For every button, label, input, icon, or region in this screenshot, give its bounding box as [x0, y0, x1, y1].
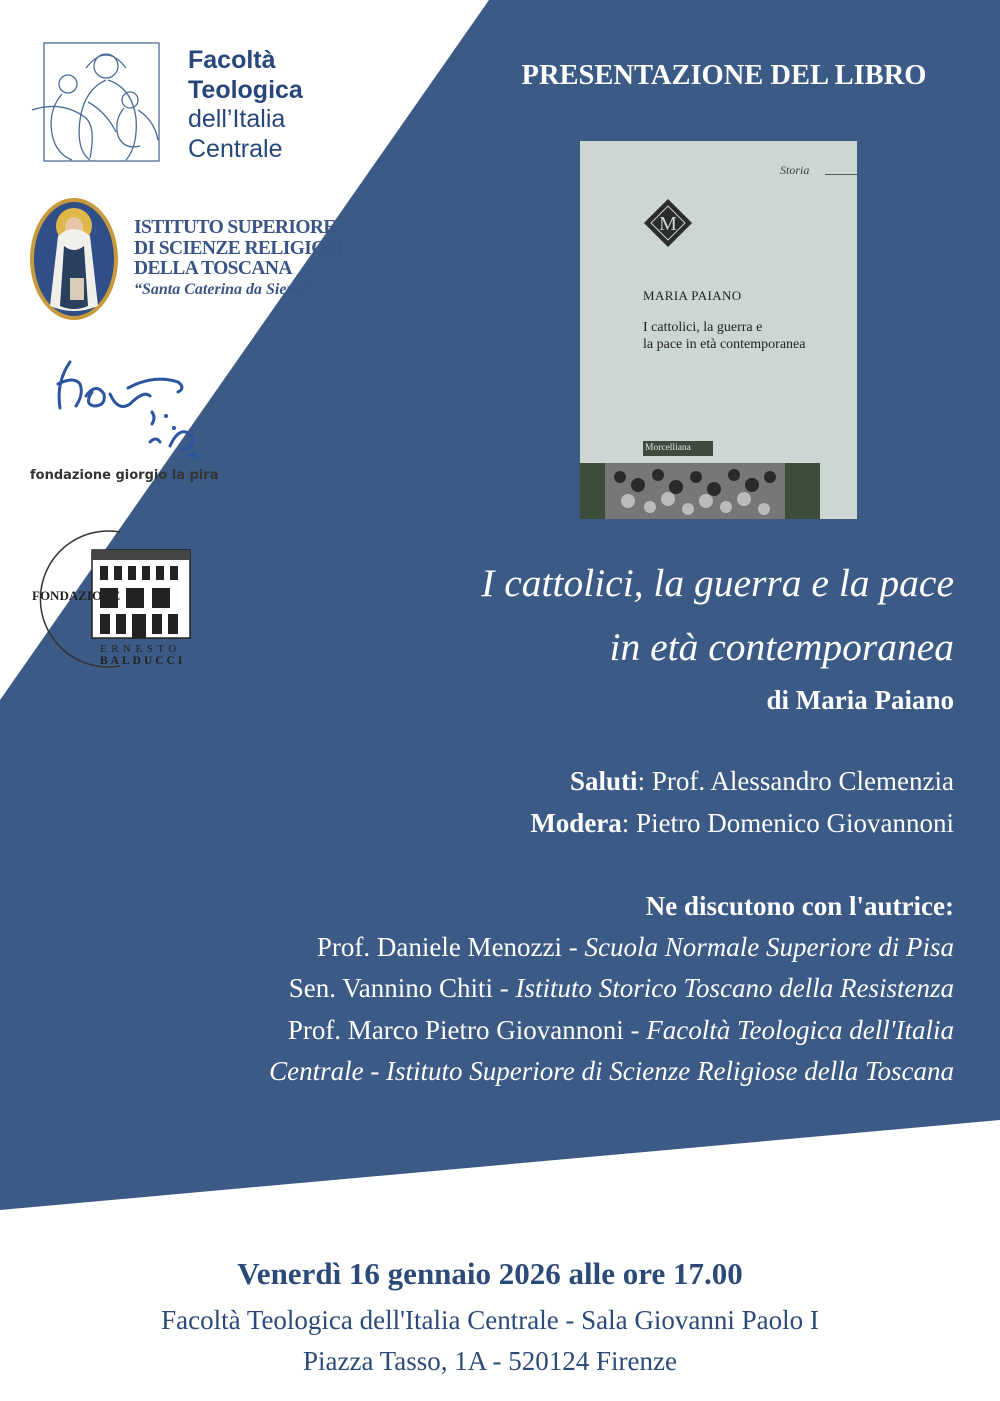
ftic-line3: dell’Italia	[188, 105, 286, 133]
modera-label: Modera	[530, 808, 622, 838]
ftic-logo-text	[188, 46, 303, 164]
panelist-3-name: Prof. Marco Pietro Giovannoni -	[287, 1015, 647, 1045]
book-cover	[580, 141, 857, 519]
cover-title-line1: I cattolici, la guerra e	[643, 320, 763, 335]
panelist-3-inst: Facoltà Teologica dell'Italia	[646, 1015, 954, 1045]
la-pira-logo-text: fondazione giorgio la pira	[30, 468, 219, 483]
saluti-label: Saluti	[570, 766, 638, 796]
cover-crowd-photo	[580, 463, 857, 519]
event-date: Venerdì 16 gennaio 2026 alle ore 17.00	[237, 1256, 743, 1291]
event-address: Piazza Tasso, 1A - 520124 Firenze	[302, 1346, 678, 1376]
ftic-line2: Teologica	[188, 75, 303, 104]
issr-logo-text	[134, 218, 349, 300]
modera-line	[530, 808, 954, 839]
panelist-2	[289, 973, 954, 1004]
issr-line1: ISTITUTO SUPERIORE	[134, 217, 336, 238]
panelist-3-cont	[269, 1056, 954, 1087]
event-venue: Facoltà Teologica dell'Italia Centrale - Sala Giovanni Paolo I	[161, 1305, 819, 1335]
cover-author: MARIA PAIANO	[643, 288, 742, 303]
book-title-line1: I cattolici, la guerra e la pace	[481, 561, 954, 605]
panelist-2-name: Sen. Vannino Chiti -	[288, 973, 516, 1003]
panelist-1-name: Prof. Daniele Menozzi -	[316, 932, 585, 962]
panel-heading	[646, 891, 954, 922]
cover-series: Storia	[780, 163, 810, 177]
balducci-ernesto: ERNESTO	[100, 643, 181, 655]
panelist-1	[317, 932, 954, 963]
cover-series-rule	[825, 174, 857, 175]
saluti-line	[570, 766, 954, 797]
panelist-3-inst2: Centrale - Istituto Superiore di Scienze Religiose della Toscana	[269, 1056, 954, 1086]
balducci-fondazione: FONDAZIONE	[32, 588, 121, 603]
cover-logo-letter: M	[659, 213, 677, 235]
saint-icon	[28, 196, 120, 322]
issr-line4: “Santa Caterina da Siena”	[134, 280, 312, 298]
panelist-3	[288, 1015, 954, 1046]
balducci-balducci: BALDUCCI	[100, 655, 186, 667]
issr-line2: DI SCIENZE RELIGIOSE	[134, 237, 349, 259]
cover-title-line2: la pace in età contemporanea	[643, 337, 806, 352]
book-title-line2: in età contemporanea	[609, 625, 954, 669]
modera-name: : Pietro Domenico Giovannoni	[621, 808, 954, 838]
signature-icon	[50, 356, 210, 464]
panel-heading-text: Ne discutono con l'autrice:	[645, 891, 954, 921]
publisher-logo-icon	[642, 197, 694, 249]
ftic-line1: Facoltà	[188, 46, 276, 74]
madonna-icon	[26, 40, 162, 164]
cover-publisher: Morcelliana	[643, 441, 713, 456]
panelist-1-inst: Scuola Normale Superiore di Pisa	[584, 932, 954, 962]
issr-line3: DELLA TOSCANA	[134, 258, 292, 279]
panelist-2-inst: Istituto Storico Toscano della Resistenza	[515, 973, 954, 1003]
ftic-line4: Centrale	[188, 134, 283, 163]
book-author: di Maria Paiano	[766, 685, 954, 715]
saluti-name: : Prof. Alessandro Clemenzia	[637, 766, 954, 796]
presentation-header: PRESENTAZIONE DEL LIBRO	[521, 60, 927, 91]
